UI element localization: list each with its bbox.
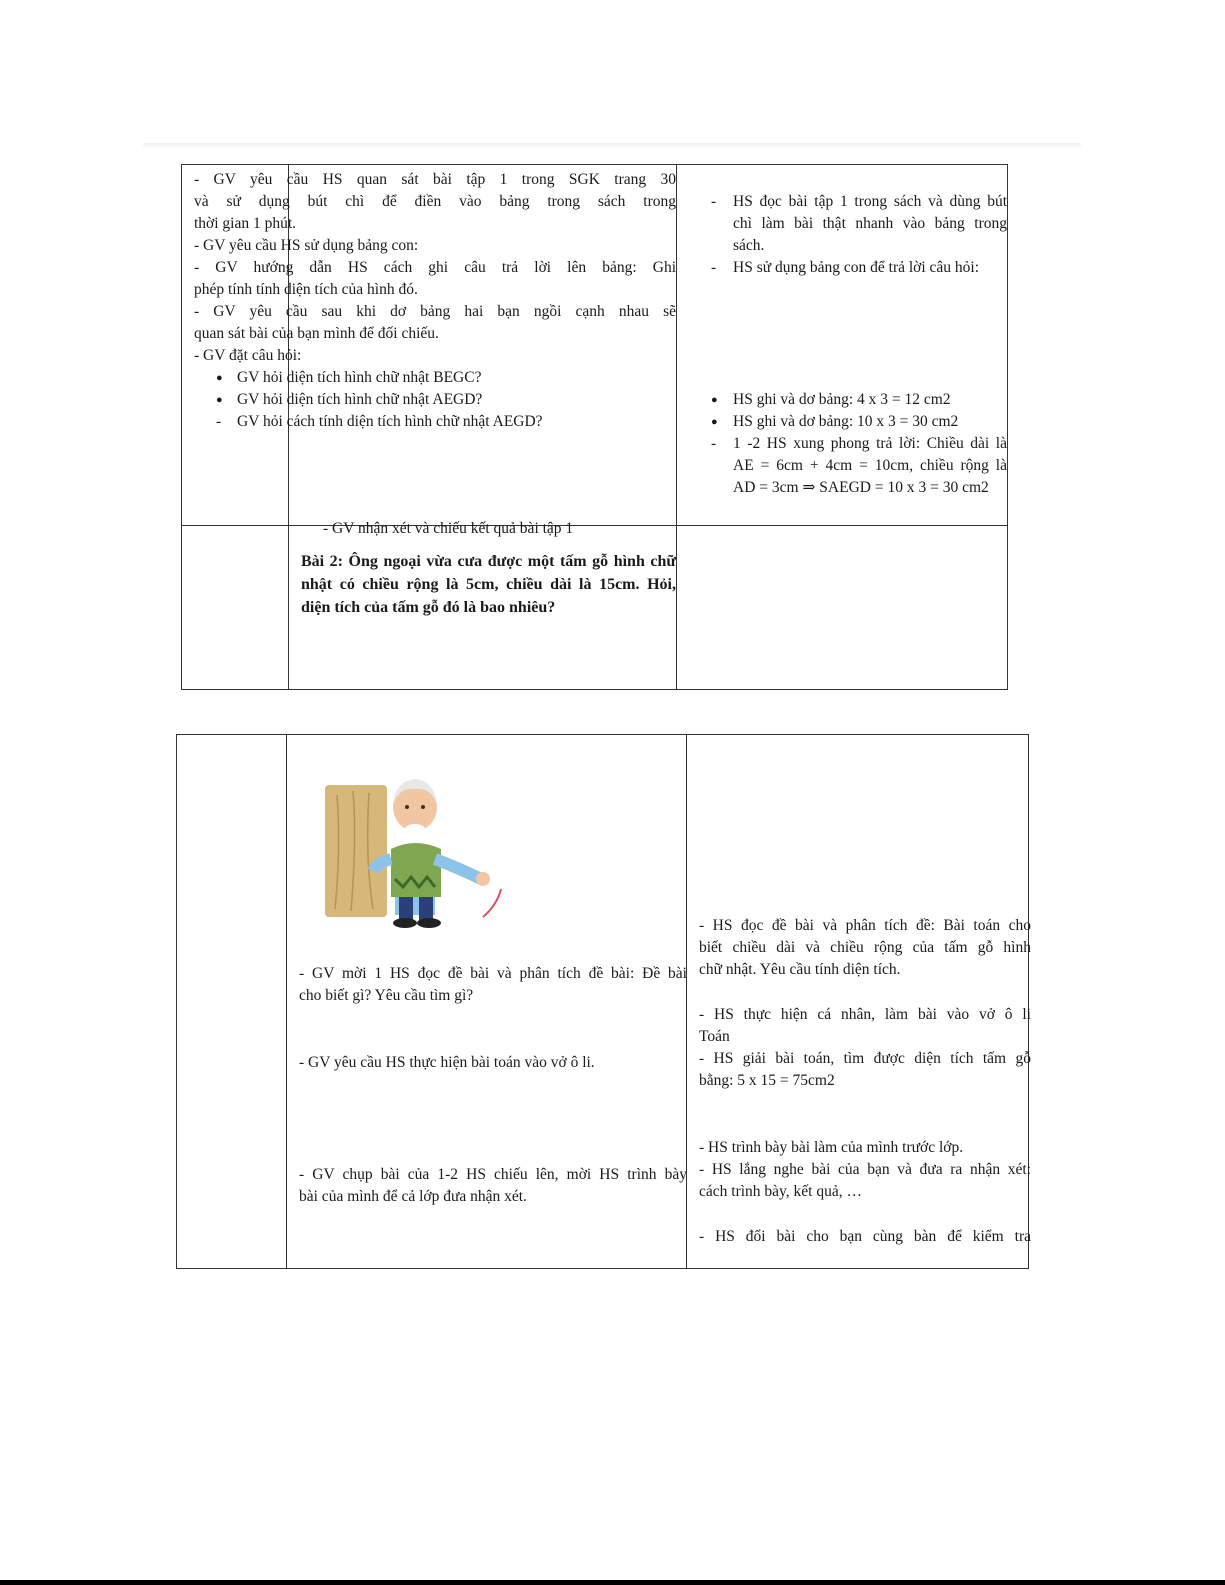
bullet-item: ● GV hỏi diện tích hình chữ nhật BEGC? bbox=[194, 367, 676, 389]
wood-plank bbox=[325, 785, 387, 917]
table-row bbox=[177, 735, 1029, 1269]
table-cell-empty bbox=[182, 526, 289, 690]
text-line: - HS đọc đề bài và phân tích đề: Bài toán cho bbox=[699, 917, 1031, 934]
text-line: biết chiều dài và chiều rộng của tấm gỗ hình bbox=[699, 939, 1031, 956]
text-line: AD = 3cm ⇒ SAEGD = 10 x 3 = 30 cm2 bbox=[733, 479, 989, 496]
dash-item: - GV nhận xét và chiếu kết quả bài tập 1 bbox=[301, 518, 676, 540]
text-line: - GV đặt câu hỏi: bbox=[194, 347, 302, 364]
teacher-activity-cell bbox=[194, 165, 677, 526]
text-line: - GV yêu cầu HS quan sát bài tập 1 trong SGK trang 30 bbox=[194, 171, 676, 188]
bullet-item: ● GV hỏi diện tích hình chữ nhật AEGD? bbox=[194, 389, 676, 411]
text-line: - HS đổi bài cho bạn cùng bàn để kiểm tra bbox=[699, 1228, 1031, 1245]
teacher-activity-cell bbox=[289, 520, 677, 690]
scan-page-edge bbox=[143, 143, 1081, 149]
bullet-item: ● HS ghi và dơ bảng: 10 x 3 = 30 cm2 bbox=[677, 411, 1007, 433]
text-line: - HS trình bày bài làm của mình trước lớp. bbox=[699, 1139, 964, 1156]
table-cell-empty bbox=[677, 526, 1008, 690]
text-line: AE = 6cm + 4cm = 10cm, chiều rộng là bbox=[733, 457, 1007, 474]
text-line: phép tính tính diện tích của hình đó. bbox=[194, 281, 418, 298]
text-line: - HS giải bài toán, tìm được diện tích tấm gỗ bbox=[699, 1050, 1031, 1067]
bullet-item: ● HS ghi và dơ bảng: 4 x 3 = 12 cm2 bbox=[677, 389, 1007, 411]
text-line: - GV chụp bài của 1-2 HS chiếu lên, mời HS trình bày bbox=[299, 1166, 687, 1183]
table-row bbox=[182, 165, 1008, 526]
dash-item: - 1 -2 HS xung phong trả lời: Chiều dài là bbox=[677, 433, 1007, 455]
student-activity-text bbox=[699, 915, 1031, 1248]
text-line: sách. bbox=[733, 237, 765, 254]
teacher-activity-cell bbox=[287, 735, 687, 1269]
text-line: bài của mình để cả lớp đưa nhận xét. bbox=[299, 1188, 527, 1205]
teacher-activity-text bbox=[289, 518, 676, 619]
student-activity-cell bbox=[677, 165, 1008, 526]
dash-item: - HS sử dụng bảng con để trả lời câu hỏi: bbox=[677, 257, 1007, 279]
exercise-text: diện tích của tấm gỗ đó là bao nhiêu? bbox=[301, 599, 556, 616]
scan-bottom-edge bbox=[0, 1580, 1225, 1585]
text-line: và sử dụng bút chì để điền vào bảng trong sách trong bbox=[194, 193, 676, 210]
dash-item: - GV hỏi cách tính diện tích hình chữ nhật AEGD? bbox=[194, 411, 676, 433]
exercise-text: Bài 2: Ông ngoại vừa cưa được một tấm gỗ hình chữ bbox=[301, 553, 676, 570]
grandfather-with-wood-illustration bbox=[311, 739, 501, 929]
teacher-activity-text bbox=[182, 165, 676, 433]
text-line: - HS thực hiện cá nhân, làm bài vào vở ô li bbox=[699, 1006, 1031, 1023]
student-activity-text bbox=[677, 165, 1007, 499]
grandfather-illustration-svg bbox=[311, 739, 501, 929]
lesson-table-2 bbox=[176, 734, 1029, 1269]
text-line: - GV yêu cầu HS sử dụng bảng con: bbox=[194, 237, 419, 254]
text-line: - GV yêu cầu HS thực hiện bài toán vào vở ô li. bbox=[299, 1054, 595, 1071]
text-line: thời gian 1 phút. bbox=[194, 215, 297, 232]
text-line: - GV hướng dẫn HS cách ghi câu trả lời lên bảng: Ghi bbox=[194, 259, 676, 276]
text-line: quan sát bài của bạn mình để đối chiếu. bbox=[194, 325, 439, 342]
text-line: - GV mời 1 HS đọc đề bài và phân tích đề bài: Đề bài bbox=[299, 965, 687, 982]
text-line: - HS lắng nghe bài của bạn và đưa ra nhận xét: bbox=[699, 1161, 1031, 1178]
teacher-activity-text bbox=[299, 963, 687, 1208]
text-line: bằng: 5 x 15 = 75cm2 bbox=[699, 1072, 835, 1089]
text-line: cách trình bày, kết quả, … bbox=[699, 1183, 862, 1200]
table-cell-empty bbox=[177, 735, 287, 1269]
text-line: - GV yêu cầu sau khi dơ bảng hai bạn ngồi cạnh nhau sẽ bbox=[194, 303, 676, 320]
text-line: Toán bbox=[699, 1028, 730, 1045]
student-activity-cell bbox=[687, 735, 1029, 1269]
exercise-text: nhật có chiều rộng là 5cm, chiều dài là 15cm. Hỏi, bbox=[301, 576, 676, 593]
lesson-table-1 bbox=[181, 164, 1008, 690]
text-line: chữ nhật. Yêu cầu tính diện tích. bbox=[699, 961, 901, 978]
text-line: cho biết gì? Yêu cầu tìm gì? bbox=[299, 987, 474, 1004]
text-line: chì làm bài thật nhanh vào bảng trong bbox=[733, 215, 1007, 232]
dash-item: - HS đọc bài tập 1 trong sách và dùng bút bbox=[677, 191, 1007, 213]
table-row bbox=[182, 526, 1008, 690]
